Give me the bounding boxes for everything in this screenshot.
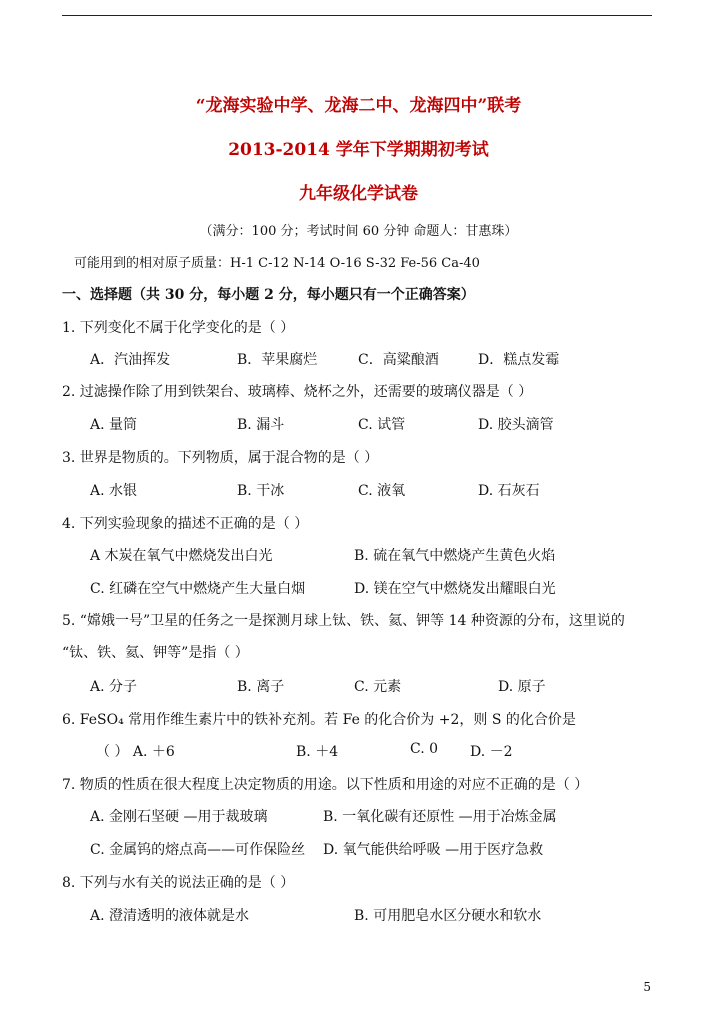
section-heading: 一、选择题（共 30 分，每小题 2 分，每小题只有一个正确答案） (62, 287, 475, 303)
question-7-option-a: A. 金刚石坚硬 —用于裁玻璃 (90, 809, 268, 825)
question-3-option-d: D. 石灰石 (478, 483, 540, 499)
question-4-option-d: D. 镁在空气中燃烧发出耀眼白光 (354, 581, 556, 597)
exam-title-schools: “龙海实验中学、龙海二中、龙海四中”联考 (195, 96, 522, 116)
question-5-option-d: D. 原子 (498, 679, 546, 695)
question-4-option-c: C. 红磷在空气中燃烧产生大量白烟 (90, 581, 306, 597)
question-2-stem: 2. 过滤操作除了用到铁架台、玻璃棒、烧杯之外，还需要的玻璃仪器是（ ） (62, 384, 533, 400)
atomic-masses: 可能用到的相对原子质量：H-1 C-12 N-14 O-16 S-32 Fe-56 Ca-40 (74, 256, 480, 271)
question-5-option-c: C. 元素 (354, 679, 402, 695)
question-1-option-c: C．高粱酿酒 (358, 352, 439, 368)
question-2-option-d: D. 胶头滴管 (478, 417, 554, 433)
question-7-stem: 7. 物质的性质在很大程度上决定物质的用途。以下性质和用途的对应不正确的是（ ） (62, 777, 589, 793)
question-3-option-c: C. 液氧 (358, 483, 406, 499)
question-6-option-c: C. 0 (410, 741, 439, 757)
question-1-stem: 1. 下列变化不属于化学变化的是（ ） (62, 320, 295, 336)
question-7-option-b: B. 一氧化碳有还原性 —用于冶炼金属 (323, 809, 557, 825)
question-4-option-b: B. 硫在氧气中燃烧产生黄色火焰 (354, 548, 556, 564)
header-rule (62, 15, 652, 16)
page-number: 5 (643, 980, 651, 994)
question-1-option-d: D．糕点发霉 (478, 352, 560, 368)
question-6-option-a: （ ） A. ＋6 (96, 744, 175, 760)
question-5-option-b: B. 离子 (237, 679, 285, 695)
question-1-option-b: B．苹果腐烂 (237, 352, 318, 368)
question-6-option-b: B. ＋4 (296, 744, 339, 760)
question-2-option-c: C. 试管 (358, 417, 406, 433)
question-5-option-a: A. 分子 (90, 679, 138, 695)
exam-title-term: 2013-2014 学年下学期期初考试 (228, 140, 489, 160)
question-8-stem: 8. 下列与水有关的说法正确的是（ ） (62, 875, 295, 891)
question-6-option-d: D. －2 (470, 744, 513, 760)
question-4-option-a: A 木炭在氧气中燃烧发出白光 (90, 548, 273, 564)
question-2-option-b: B. 漏斗 (237, 417, 285, 433)
question-5-stem: 5. “嫦娥一号”卫星的任务之一是探测月球上钛、铁、氦、钾等 14 种资源的分布，这里说的 (62, 613, 625, 629)
question-4-stem: 4. 下列实验现象的描述不正确的是（ ） (62, 516, 309, 532)
exam-info: （满分：100 分；考试时间 60 分钟 命题人：甘惠珠） (199, 224, 518, 239)
question-7-option-d: D. 氧气能供给呼吸 —用于医疗急救 (323, 842, 544, 858)
question-8-option-a: A. 澄清透明的液体就是水 (90, 908, 250, 924)
question-3-stem: 3. 世界是物质的。下列物质，属于混合物的是（ ） (62, 450, 379, 466)
question-3-option-a: A. 水银 (90, 483, 138, 499)
question-2-option-a: A. 量筒 (90, 417, 138, 433)
question-5-stem-continued: “钛、铁、氦、钾等”是指（ ） (62, 645, 249, 661)
question-6-stem: 6. FeSO₄ 常用作维生素片中的铁补充剂。若 Fe 的化合价为 +2，则 S 的化合价是 (62, 712, 576, 728)
question-7-option-c: C. 金属钨的熔点高——可作保险丝 (90, 842, 306, 858)
exam-title-subject: 九年级化学试卷 (299, 184, 418, 204)
question-3-option-b: B. 干冰 (237, 483, 285, 499)
question-1-option-a: A．汽油挥发 (90, 352, 171, 368)
question-8-option-b: B. 可用肥皂水区分硬水和软水 (354, 908, 542, 924)
